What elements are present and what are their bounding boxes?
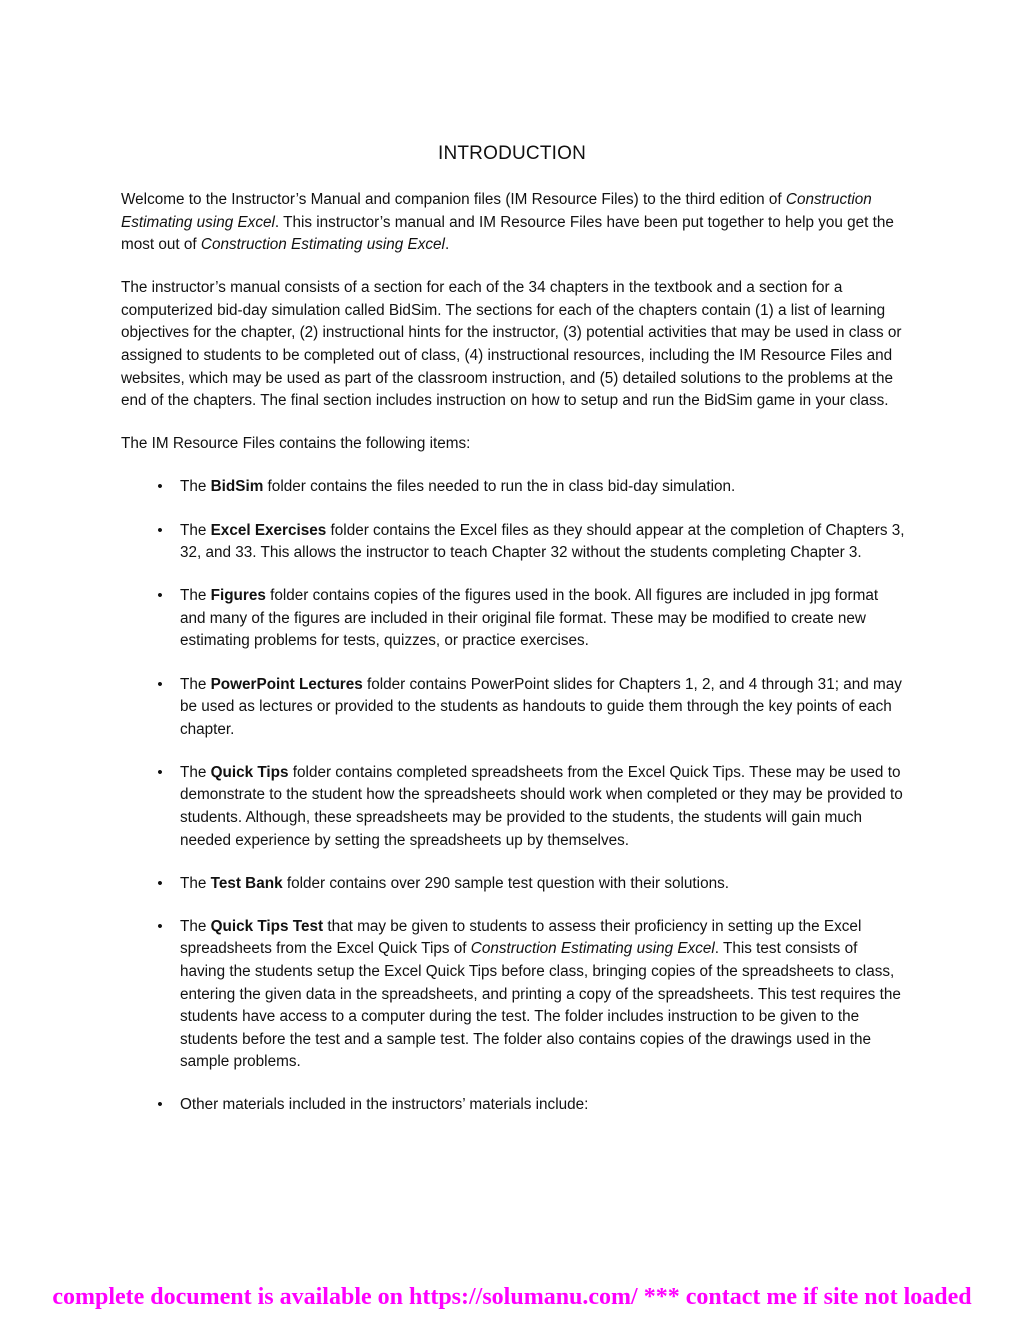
intro-paragraph-manual: The instructor’s manual consists of a section for each of the 34 chapters in the textbook and a section for a computerized bid-day simulation called BidSim. The sections for each of the chapters contain (1) a list of learning objectives for the chapter, (2) instructional hints for the instructor, (3) potential activities that may be used in class or assigned to students to be completed out of class, (4) instructional resources, including the IM Resource Files and websites, which may be used as part of the classroom instruction, and (5) detailed solutions to the problems at the end of the chapters. The final section includes instruction on how to setup and run the BidSim game in your class. xyxy=(121,279,902,410)
list-item-powerpoint-lectures: • The PowerPoint Lectures folder contains PowerPoint slides for Chapters 1, 2, and 4 through 31; and may be used as lectures or provided to the students as handouts to guide them through the key points of each chapter. xyxy=(121,674,906,742)
folder-name: Excel Exercises xyxy=(210,521,327,539)
page-title: INTRODUCTION xyxy=(437,143,587,164)
folder-name: Quick Tips xyxy=(210,763,289,781)
bullet-icon: • xyxy=(157,1096,163,1114)
folder-name: Quick Tips Test xyxy=(210,917,324,935)
intro-paragraph-welcome: Welcome to the Instructor’s Manual and companion files (IM Resource Files) to the third edition of Construction Estimating using Excel. This instructor’s manual and IM Resource Files have been put together to help you get the most out of Construction Estimating using Excel. xyxy=(121,191,894,254)
bullet-icon: • xyxy=(157,763,163,781)
book-title-italic: Construction Estimating using Excel xyxy=(470,940,715,958)
bullet-icon: • xyxy=(157,874,163,892)
bullet-icon: • xyxy=(157,917,163,935)
list-item-figures: • The Figures folder contains copies of the figures used in the book. All figures are included in jpg format and many of the figures are included in their original file format. These may be modified to create new estimating problems for tests, quizzes, or practice exercises. xyxy=(121,585,906,653)
intro-paragraph-resources: The IM Resource Files contains the following items: xyxy=(121,435,471,453)
resource-list xyxy=(121,476,906,1117)
list-item-excel-exercises: • The Excel Exercises folder contains the Excel files as they should appear at the completion of Chapters 3, 32, and 33. This allows the instructor to teach Chapter 32 without the students completing Chapter 3. xyxy=(121,520,906,565)
book-title-italic: Construction Estimating using Excel xyxy=(121,191,872,231)
list-item-quick-tips-test: • The Quick Tips Test that may be given to students to assess their proficiency in setting up the Excel spreadsheets from the Excel Quick Tips of Construction Estimating using Excel. This test consists of having the students setup the Excel Quick Tips before class, bringing copies of the spreadsheets to class, entering the given data in the spreadsheets, and printing a copy of the spreadsheets. This test requires the students have access to a computer during the test. The folder includes instruction to be given to the students before the test and a sample test. The folder also contains copies of the drawings used in the sample problems. xyxy=(121,916,906,1074)
document-body xyxy=(121,189,906,1138)
folder-name: Test Bank xyxy=(210,874,283,892)
book-title-italic: Construction Estimating using Excel xyxy=(200,236,445,254)
folder-name: PowerPoint Lectures xyxy=(210,675,363,693)
list-item-quick-tips: • The Quick Tips folder contains completed spreadsheets from the Excel Quick Tips. These may be used to demonstrate to the student how the spreadsheets should work when completed or they may be provided to students. Although, these spreadsheets may be provided to the students, the students will gain much needed experience by setting the spreadsheets up by themselves. xyxy=(121,762,906,852)
bullet-icon: • xyxy=(157,587,163,605)
folder-name: BidSim xyxy=(210,478,264,496)
folder-name: Figures xyxy=(210,587,266,605)
bullet-icon: • xyxy=(157,675,163,693)
bullet-icon: • xyxy=(157,521,163,539)
list-item-bidsim: • The BidSim folder contains the files needed to run the in class bid-day simulation. xyxy=(121,476,906,499)
bullet-icon: • xyxy=(157,478,163,496)
footer-watermark: complete document is available on https://solumanu.com/ *** contact me if site not loaded xyxy=(52,1284,972,1310)
list-item-other-materials: • Other materials included in the instructors’ materials include: xyxy=(121,1094,906,1117)
list-item-test-bank: • The Test Bank folder contains over 290 sample test question with their solutions. xyxy=(121,873,906,896)
